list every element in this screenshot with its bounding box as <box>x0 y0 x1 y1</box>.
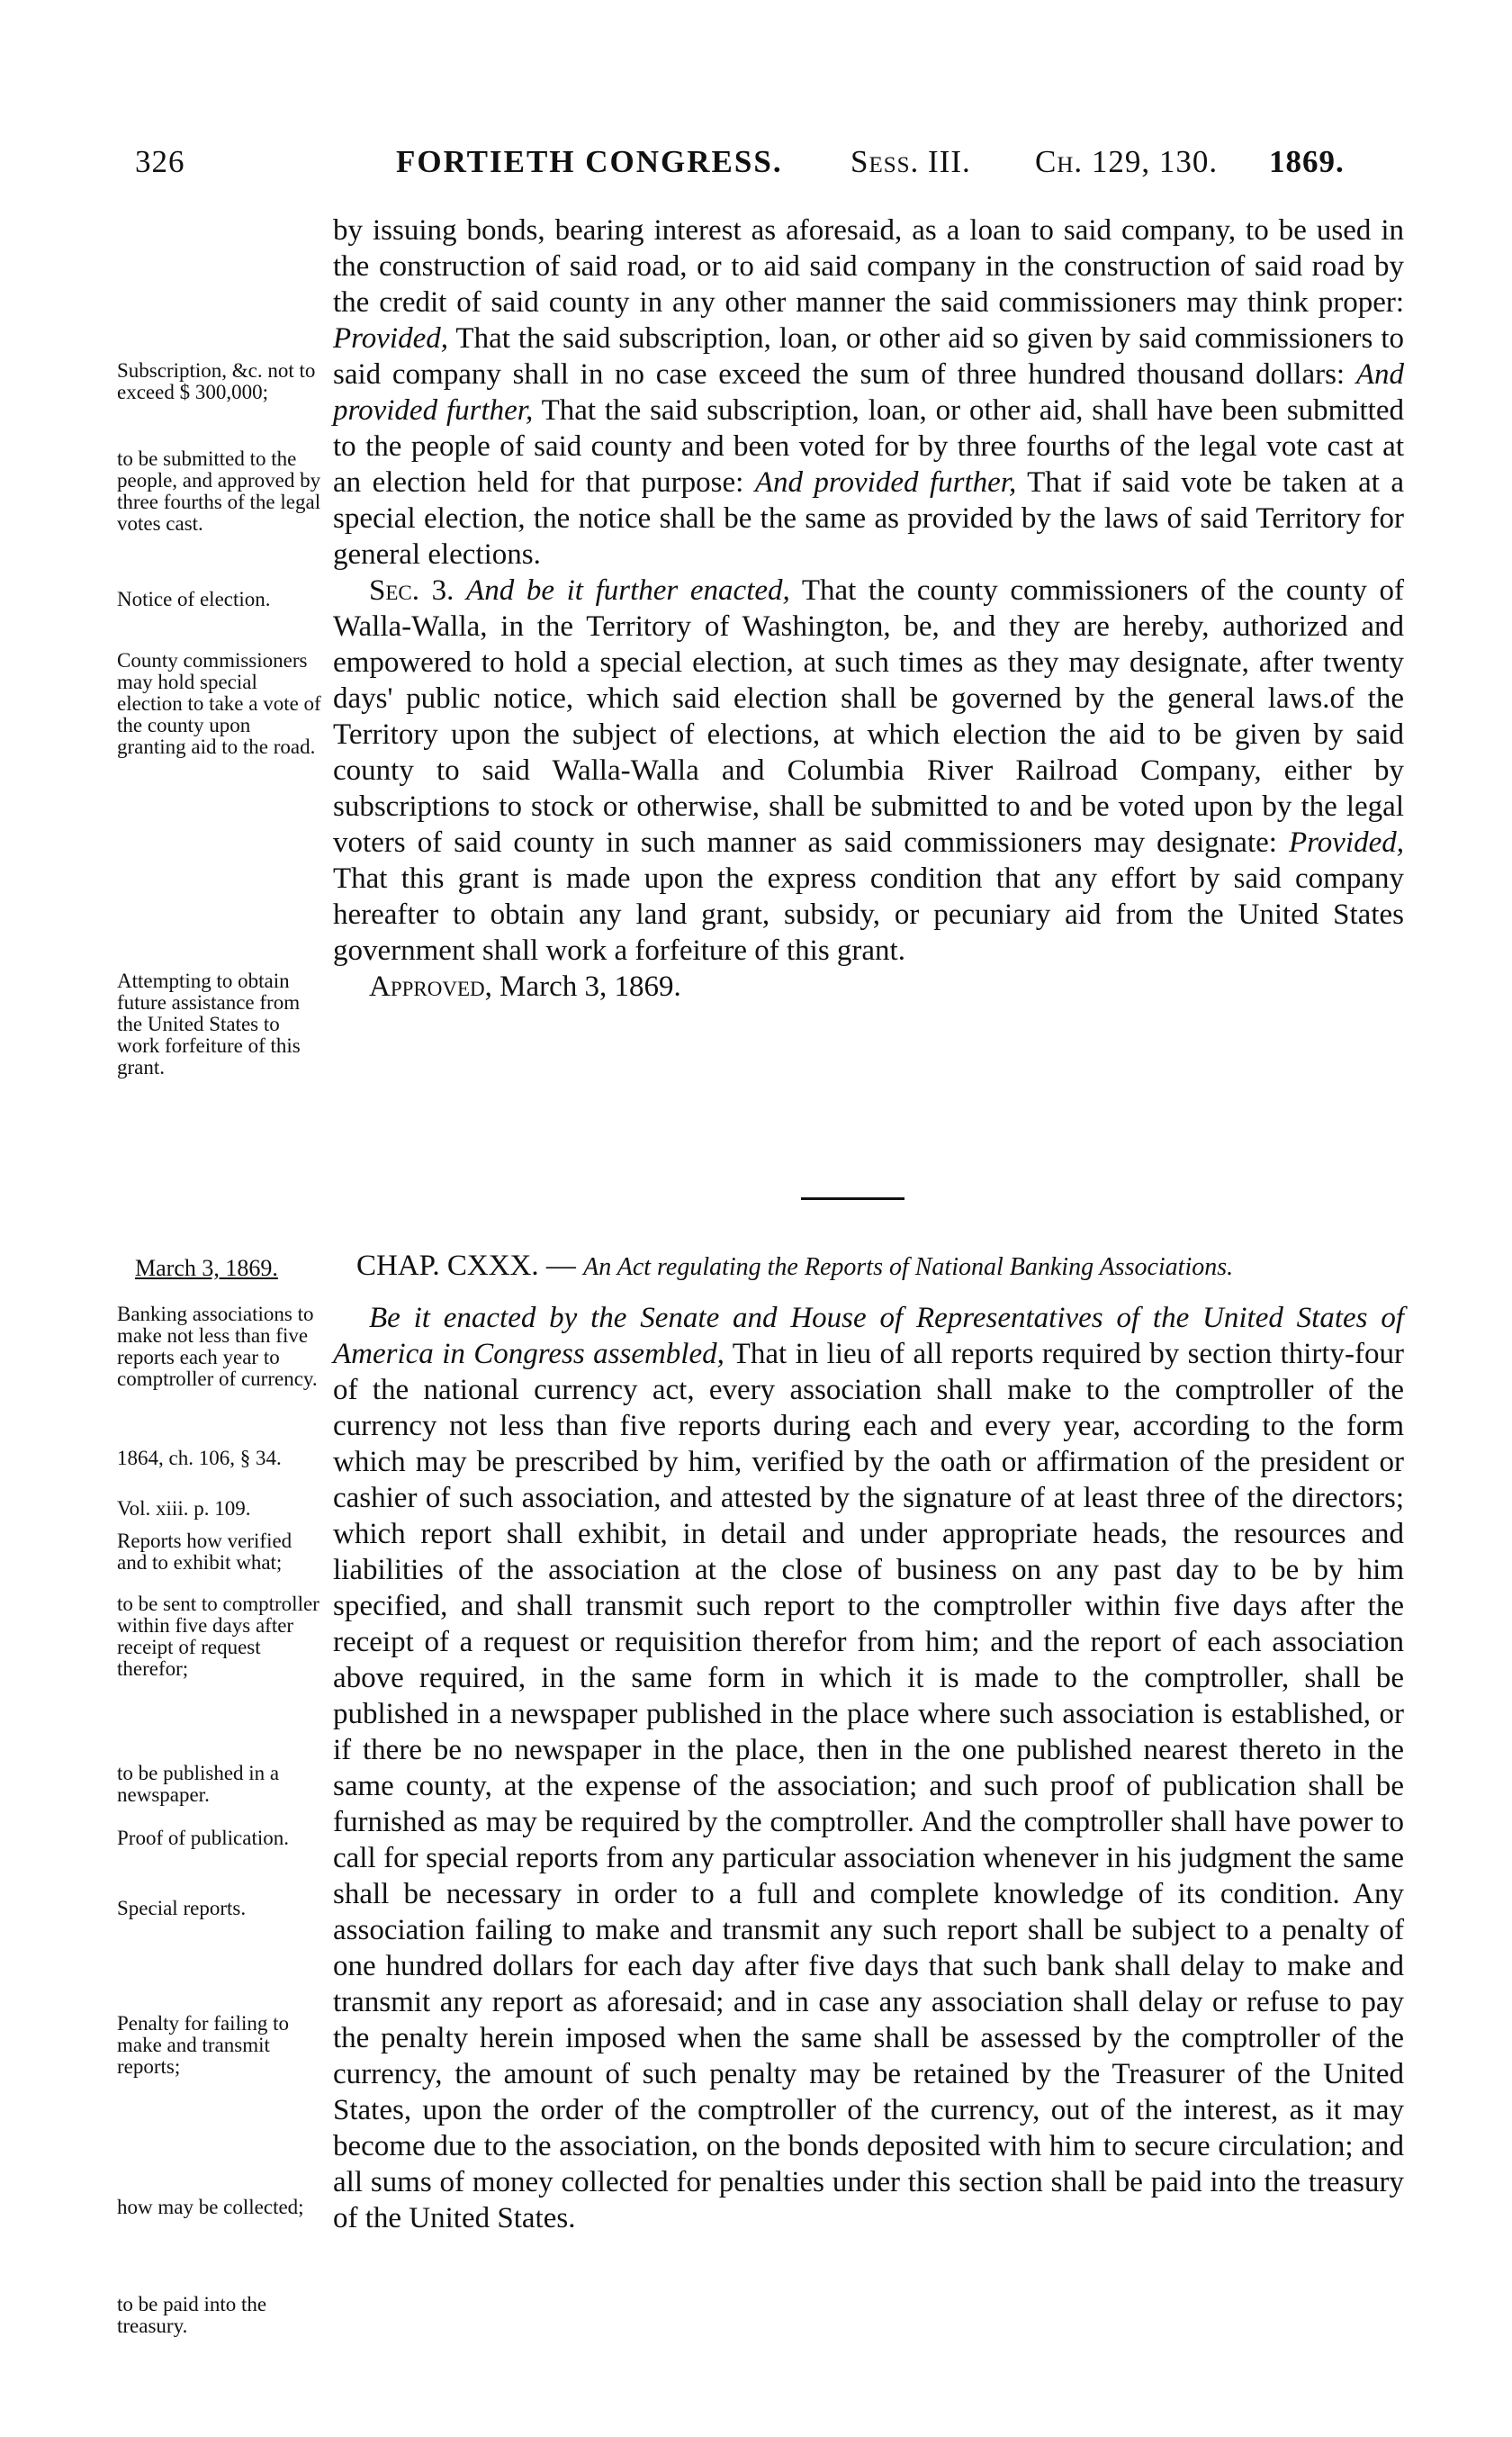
section-3-text: That the county commissioners of the county of Walla-Walla, in the Territory of Washington, be, and they are hereby, authorized and empowered to hold a special election, at such times as they may designate, after twenty days' public notice, which said election shall be governed by the general laws.of the Territory upon the subject of elections, at which election the aid to be given by said county to said Walla-Walla and Columbia River Railroad Company, either by subscriptions to stock or otherwise, shall be submitted to and be voted upon by the legal voters of said county in such manner as said commissioners may designate: <box>333 574 1404 859</box>
margin-note-treasury: to be paid into the treasury. <box>117 2293 267 2337</box>
section-1-opening: by issuing bonds, bearing interest as aforesaid, as a loan to said company, to be used in the construction of said road, or to aid said company in the construction of said road by the credit of said county in any other manner the said commissioners may think proper: <box>333 214 1404 319</box>
approval-line <box>333 969 1404 1005</box>
margin-note-banking: Banking associations to make not less than five reports each year to comptroller of currency. <box>117 1303 318 1390</box>
section-3-label: Sec. 3. <box>369 574 454 607</box>
congress-title: FORTIETH CONGRESS. <box>396 144 783 179</box>
margin-note-county: County commissioners may hold special election to take a vote of the county upon granting aid to the road. <box>117 649 321 758</box>
chapter-130-text <box>333 1300 1404 2236</box>
section-3 <box>333 573 1404 969</box>
margin-note-attempting: Attempting to obtain future assistance from the United States to work forfeiture of this grant. <box>117 970 301 1079</box>
section-3-proviso-text: That this grant is made upon the express condition that any effort by said company hereafter to obtain any land grant, subsidy, or pecuniary aid from the United States government shall work a forfeiture of this grant. <box>333 862 1404 967</box>
proviso-3-text: That if said vote be taken at a special election, the notice shall be the same as provided by the laws of said Territory for general elections. <box>333 466 1404 571</box>
act-paragraph <box>333 1300 1404 2236</box>
act-enacting-clause: Be it enacted by the Senate and House of Representatives of the United States of America in Congress assembled, <box>333 1302 1404 1370</box>
margin-note-submitted: to be submitted to the people, and approved by three fourths of the legal votes cast. <box>117 447 321 535</box>
margin-note-notice: Notice of election. <box>117 588 271 610</box>
margin-note-proof: Proof of publication. <box>117 1827 289 1849</box>
margin-note-collected: how may be collected; <box>117 2196 304 2218</box>
approved-date: March 3, 1869. <box>500 970 681 1003</box>
proviso-1-label: Provided, <box>333 322 448 355</box>
margin-note-special: Special reports. <box>117 1897 247 1919</box>
margin-note-to-be-sent: to be sent to comptroller within five days after receipt of request therefor; <box>117 1593 320 1680</box>
margin-note-citation-1: 1864, ch. 106, § 34. <box>117 1447 282 1469</box>
chapter-date: March 3, 1869. <box>135 1255 278 1281</box>
margin-note-reports-how: Reports how verified and to exhibit what; <box>117 1530 292 1574</box>
chapter-129-continuation <box>333 212 1404 1005</box>
proviso-3-label: And provided further, <box>754 466 1017 499</box>
act-body: That in lieu of all reports required by section thirty-four of the national currency act, every association shall make to the comptroller of the currency not less than five reports during each and every year, according to the form which may be prescribed by him, verified by the oath or affirmation of the president or cashier of such association, and attested by the signature of at least three of the directors; which report shall exhibit, in detail and under appropriate heads, the resources and liabilities of the association at the close of business on any past day to be by him specified, and shall transmit such report to the comptroller within five days after the receipt of a request or requisition therefor from him; and the report of each association above required, in the same form in which it is made to the comptroller, shall be published in a newspaper published in the place where such association is established, or if there be no newspaper in the place, then in the one published nearest thereto in the same county, at the expense of the association; and such proof of publication shall be furnished as may be required by the comptroller. And the comptroller shall have power to call for special reports from any particular association whenever in his judgment the same shall be necessary in order to a full and complete knowledge of its condition. Any association failing to make and transmit any such report shall be subject to a penalty of one hundred dollars for each day after five days that such bank shall delay to make and transmit any report as aforesaid; and in case any association shall delay or refuse to pay the penalty herein imposed when the same shall be assessed by the comptroller of the currency, the amount of such penalty may be retained by the Treasurer of the United States, upon the order of the comptroller of the currency, out of the interest, as it may become due to the association, on the bonds deposited with him to secure circulation; and all sums of money collected for penalties under this section shall be paid into the treasury of the United States. <box>333 1338 1404 2234</box>
margin-note-published: to be published in a newspaper. <box>117 1762 280 1806</box>
session-label: Sess. III. <box>850 144 971 179</box>
proviso-2-label: And provided further, <box>333 358 1405 427</box>
section-divider-rule <box>801 1197 904 1200</box>
chapter-description: An Act regulating the Reports of National Banking Associations. <box>583 1253 1234 1281</box>
section-1-tail <box>333 212 1404 573</box>
margin-note-citation-2: Vol. xiii. p. 109. <box>117 1497 251 1520</box>
approved-label: Approved, <box>369 970 492 1003</box>
chapter-number: CHAP. CXXX. — <box>356 1250 576 1282</box>
page-number: 326 <box>135 144 185 179</box>
section-3-proviso-label: Provided, <box>1289 826 1404 859</box>
proviso-1-text: That the said subscription, loan, or other aid so given by said commissioners to said company shall in no case exceed the sum of three hundred thousand dollars: <box>333 322 1404 391</box>
header-year: 1869. <box>1269 144 1345 179</box>
running-header <box>135 135 1359 189</box>
margin-note-penalty: Penalty for failing to make and transmit reports; <box>117 2012 289 2078</box>
section-3-enacting: And be it further enacted, <box>466 574 790 607</box>
chapter-label: Ch. 129, 130. <box>1035 144 1219 179</box>
margin-note-subscription: Subscription, &c. not to exceed $ 300,000; <box>117 359 316 403</box>
proviso-2-text: That the said subscription, loan, or other aid, shall have been submitted to the people of said county and been voted for by three fourths of the legal vote cast at an election held for that purpose: <box>333 394 1405 499</box>
chapter-heading <box>356 1250 1409 1283</box>
